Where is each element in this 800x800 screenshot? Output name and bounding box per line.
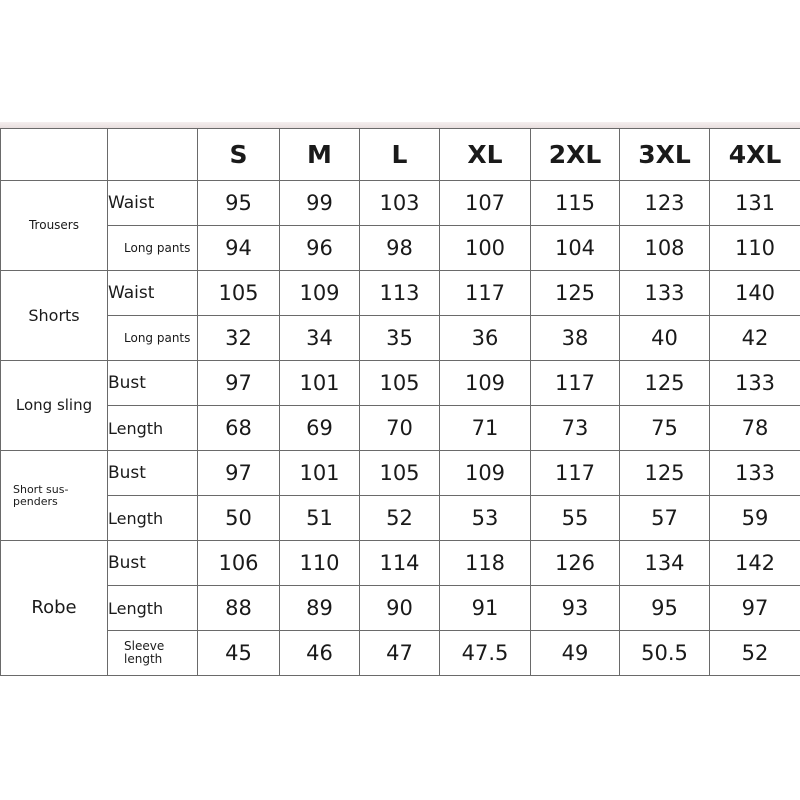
value-cell: 103 xyxy=(360,181,440,226)
value-cell: 125 xyxy=(531,271,620,316)
table-row xyxy=(1,271,800,316)
table-row xyxy=(1,541,800,586)
value-cell: 97 xyxy=(198,361,280,406)
value-cell: 38 xyxy=(531,316,620,361)
value-cell: 36 xyxy=(440,316,531,361)
table-row xyxy=(1,316,800,361)
category-label: Short sus-penders xyxy=(1,451,108,541)
value-cell: 78 xyxy=(710,406,800,451)
value-cell: 109 xyxy=(280,271,360,316)
value-cell: 50 xyxy=(198,496,280,541)
value-cell: 126 xyxy=(531,541,620,586)
value-cell: 117 xyxy=(531,451,620,496)
value-cell: 53 xyxy=(440,496,531,541)
value-cell: 131 xyxy=(710,181,800,226)
table-row xyxy=(1,631,800,676)
size-header: S xyxy=(198,129,280,181)
category-label: Long sling xyxy=(1,361,108,451)
value-cell: 105 xyxy=(360,361,440,406)
value-cell: 32 xyxy=(198,316,280,361)
value-cell: 97 xyxy=(710,586,800,631)
value-cell: 98 xyxy=(360,226,440,271)
size-header: L xyxy=(360,129,440,181)
measure-label: Long pants xyxy=(108,316,198,361)
value-cell: 109 xyxy=(440,361,531,406)
value-cell: 89 xyxy=(280,586,360,631)
value-cell: 70 xyxy=(360,406,440,451)
value-cell: 109 xyxy=(440,451,531,496)
value-cell: 110 xyxy=(280,541,360,586)
value-cell: 45 xyxy=(198,631,280,676)
value-cell: 57 xyxy=(620,496,710,541)
value-cell: 133 xyxy=(710,451,800,496)
header-row xyxy=(1,129,800,181)
measure-label: Sleeve length xyxy=(108,631,198,676)
measure-label: Bust xyxy=(108,361,198,406)
header-measure-cell xyxy=(108,129,198,181)
table-row xyxy=(1,586,800,631)
size-header: 2XL xyxy=(531,129,620,181)
value-cell: 142 xyxy=(710,541,800,586)
value-cell: 52 xyxy=(710,631,800,676)
table-row xyxy=(1,361,800,406)
value-cell: 94 xyxy=(198,226,280,271)
table-row xyxy=(1,406,800,451)
value-cell: 105 xyxy=(360,451,440,496)
value-cell: 117 xyxy=(440,271,531,316)
value-cell: 133 xyxy=(620,271,710,316)
value-cell: 133 xyxy=(710,361,800,406)
table-row xyxy=(1,181,800,226)
size-header: XL xyxy=(440,129,531,181)
value-cell: 125 xyxy=(620,451,710,496)
value-cell: 118 xyxy=(440,541,531,586)
value-cell: 95 xyxy=(198,181,280,226)
value-cell: 115 xyxy=(531,181,620,226)
value-cell: 47 xyxy=(360,631,440,676)
value-cell: 108 xyxy=(620,226,710,271)
value-cell: 71 xyxy=(440,406,531,451)
value-cell: 95 xyxy=(620,586,710,631)
value-cell: 114 xyxy=(360,541,440,586)
measure-label: Length xyxy=(108,496,198,541)
size-header: 3XL xyxy=(620,129,710,181)
measure-label: Length xyxy=(108,406,198,451)
value-cell: 125 xyxy=(620,361,710,406)
measure-label: Bust xyxy=(108,451,198,496)
size-chart-table xyxy=(0,128,800,676)
value-cell: 50.5 xyxy=(620,631,710,676)
value-cell: 73 xyxy=(531,406,620,451)
category-label: Trousers xyxy=(1,181,108,271)
value-cell: 110 xyxy=(710,226,800,271)
measure-label: Long pants xyxy=(108,226,198,271)
value-cell: 107 xyxy=(440,181,531,226)
value-cell: 35 xyxy=(360,316,440,361)
value-cell: 105 xyxy=(198,271,280,316)
value-cell: 140 xyxy=(710,271,800,316)
value-cell: 51 xyxy=(280,496,360,541)
table-row xyxy=(1,226,800,271)
measure-label: Length xyxy=(108,586,198,631)
value-cell: 99 xyxy=(280,181,360,226)
value-cell: 106 xyxy=(198,541,280,586)
size-header: 4XL xyxy=(710,129,800,181)
value-cell: 113 xyxy=(360,271,440,316)
value-cell: 47.5 xyxy=(440,631,531,676)
value-cell: 55 xyxy=(531,496,620,541)
category-label: Robe xyxy=(1,541,108,676)
value-cell: 90 xyxy=(360,586,440,631)
value-cell: 59 xyxy=(710,496,800,541)
table-row xyxy=(1,496,800,541)
value-cell: 93 xyxy=(531,586,620,631)
value-cell: 46 xyxy=(280,631,360,676)
value-cell: 104 xyxy=(531,226,620,271)
measure-label: Bust xyxy=(108,541,198,586)
measure-label: Waist xyxy=(108,271,198,316)
value-cell: 101 xyxy=(280,361,360,406)
value-cell: 40 xyxy=(620,316,710,361)
value-cell: 88 xyxy=(198,586,280,631)
value-cell: 69 xyxy=(280,406,360,451)
table-row xyxy=(1,451,800,496)
value-cell: 91 xyxy=(440,586,531,631)
value-cell: 117 xyxy=(531,361,620,406)
value-cell: 97 xyxy=(198,451,280,496)
size-header: M xyxy=(280,129,360,181)
value-cell: 75 xyxy=(620,406,710,451)
header-corner-cell xyxy=(1,129,108,181)
measure-label: Waist xyxy=(108,181,198,226)
value-cell: 52 xyxy=(360,496,440,541)
value-cell: 100 xyxy=(440,226,531,271)
value-cell: 96 xyxy=(280,226,360,271)
value-cell: 134 xyxy=(620,541,710,586)
category-label: Shorts xyxy=(1,271,108,361)
value-cell: 34 xyxy=(280,316,360,361)
value-cell: 123 xyxy=(620,181,710,226)
value-cell: 101 xyxy=(280,451,360,496)
value-cell: 42 xyxy=(710,316,800,361)
value-cell: 68 xyxy=(198,406,280,451)
value-cell: 49 xyxy=(531,631,620,676)
